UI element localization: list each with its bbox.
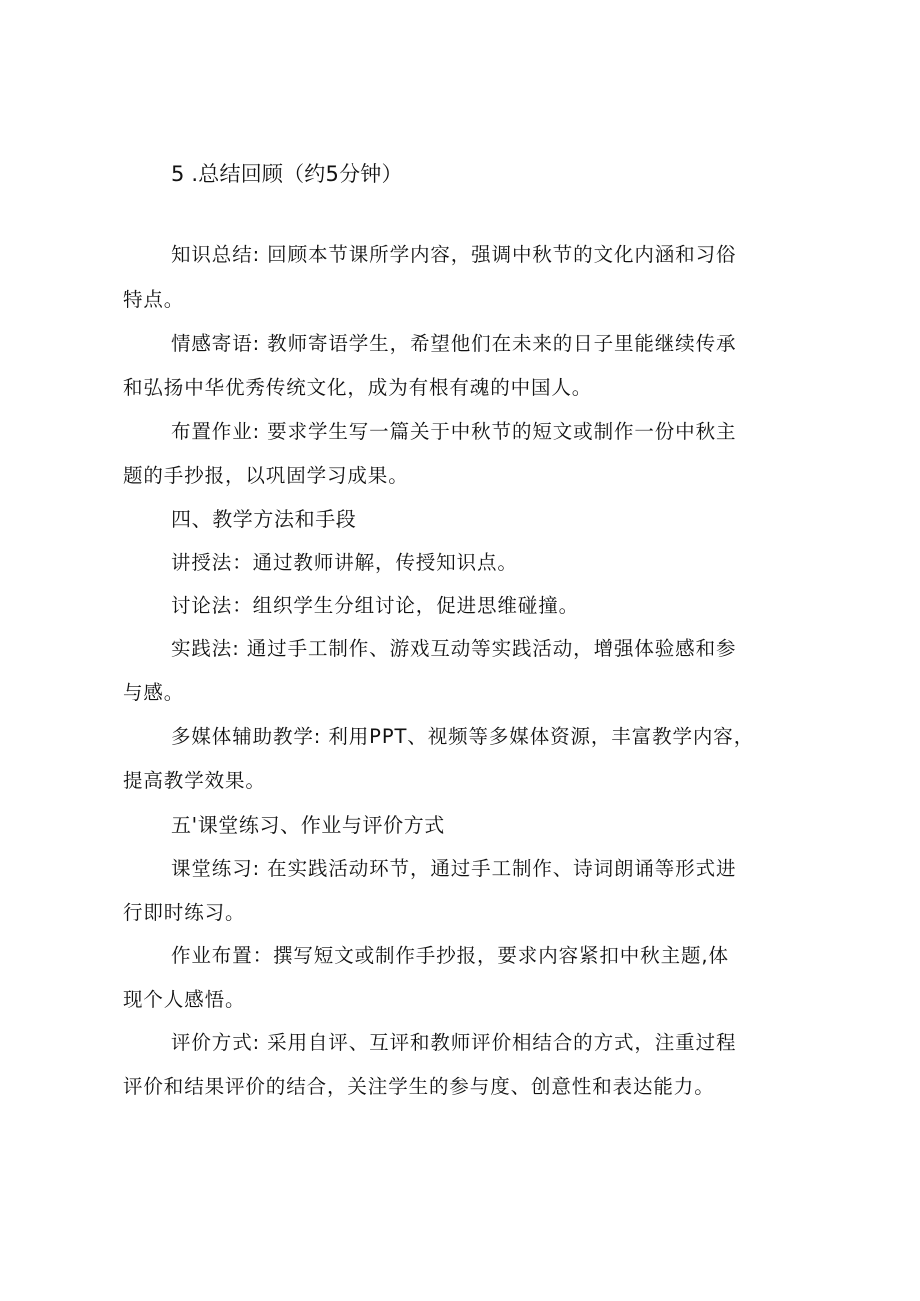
discussion-method: 讨论法：组织学生分组讨论，促进思维碰撞。 <box>171 594 580 617</box>
assignment-line-1: 布置作业: 要求学生写一篇关于中秋节的短文或制作一份中秋主 <box>171 420 737 443</box>
homework-line-2: 现个人感悟。 <box>123 988 246 1011</box>
section-5-heading: 5 .总结回顾（约5分钟） <box>171 162 403 186</box>
multimedia-method-line-1: 多媒体辅助教学: 利用PPT、视频等多媒体资源，丰富教学内容， <box>171 725 755 748</box>
knowledge-summary-line-2: 特点。 <box>123 288 185 311</box>
assignment-line-2: 题的手抄报，以巩固学习成果。 <box>123 464 409 487</box>
evaluation-line-1: 评价方式: 采用自评、互评和教师评价相结合的方式，注重过程 <box>171 1031 737 1054</box>
classroom-exercise-line-1: 课堂练习: 在实践活动环节，通过手工制作、诗词朗诵等形式进 <box>171 857 737 880</box>
part-5-heading: 五'课堂练习、作业与评价方式 <box>171 813 445 837</box>
emotional-message-line-1: 情感寄语: 教师寄语学生，希望他们在未来的日子里能继续传承 <box>171 332 737 355</box>
lecture-method: 讲授法：通过教师讲解，传授知识点。 <box>171 551 518 574</box>
homework-line-1: 作业布置：撰写短文或制作手抄报，要求内容紧扣中秋主题,体 <box>171 944 729 967</box>
evaluation-line-2: 评价和结果评价的结合，关注学生的参与度、创意性和表达能力。 <box>123 1075 715 1098</box>
part-4-heading: 四、教学方法和手段 <box>171 507 357 531</box>
classroom-exercise-line-2: 行即时练习。 <box>123 901 246 924</box>
practice-method-line-1: 实践法: 通过手工制作、游戏互动等实践活动，增强体验感和参 <box>171 637 737 660</box>
multimedia-method-line-2: 提高教学效果。 <box>123 769 266 792</box>
practice-method-line-2: 与感。 <box>123 681 185 704</box>
emotional-message-line-2: 和弘扬中华优秀传统文化，成为有根有魂的中国人。 <box>123 376 593 399</box>
knowledge-summary-line-1: 知识总结: 回顾本节课所学内容，强调中秋节的文化内涵和习俗 <box>171 243 737 266</box>
